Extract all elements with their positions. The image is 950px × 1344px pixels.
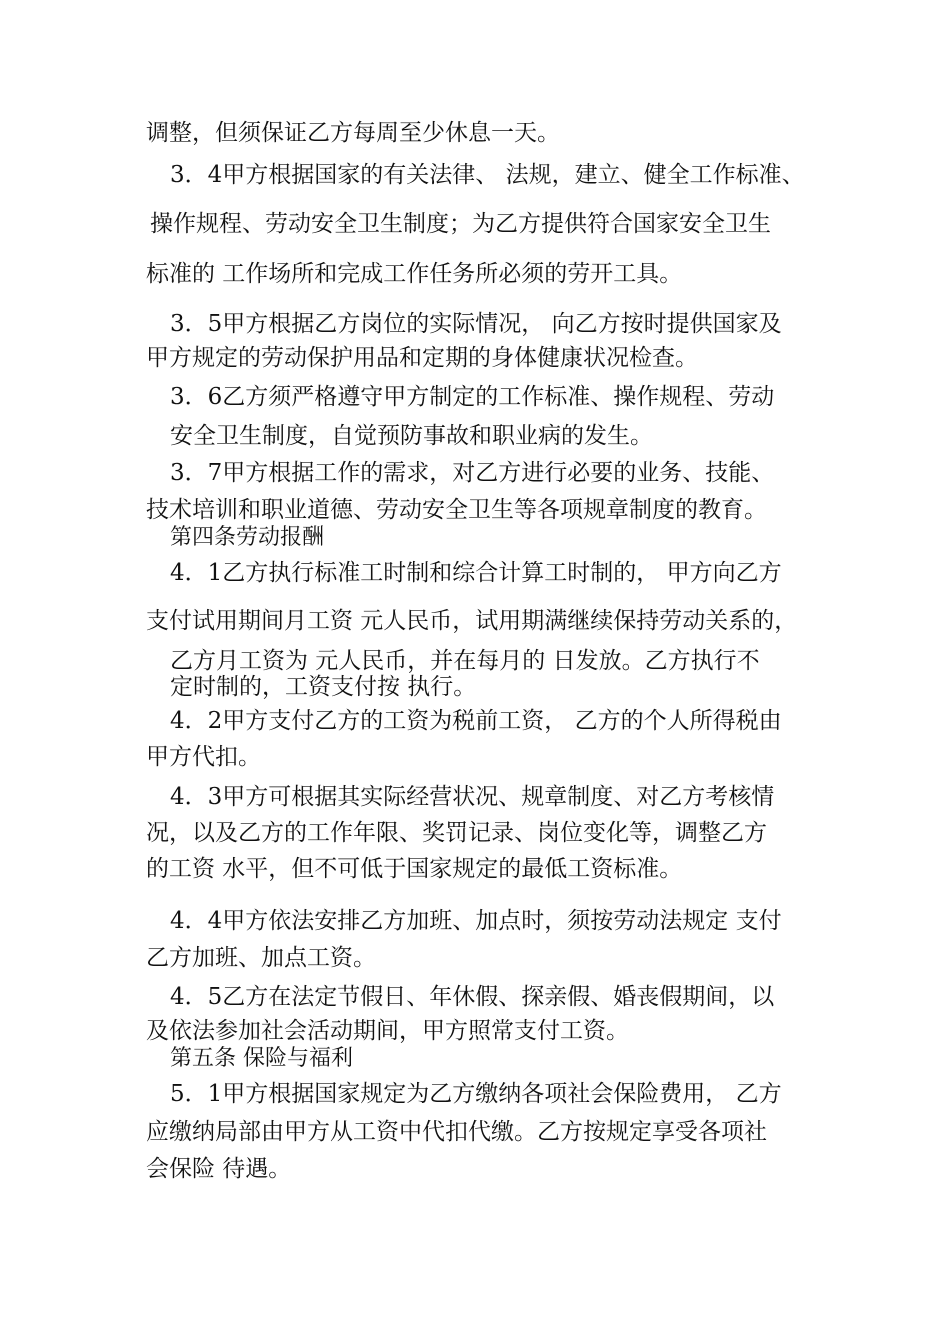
text-line: 3．4甲方根据国家的有关法律、 法规，建立、健全工作标准、 <box>170 162 805 188</box>
text-line: 3．7甲方根据工作的需求，对乙方进行必要的业务、技能、 <box>170 460 775 486</box>
text-line: 调整，但须保证乙方每周至少休息一天。 <box>146 120 560 146</box>
text-line: 4．4甲方依法安排乙方加班、加点时，须按劳动法规定 支付 <box>170 908 782 934</box>
section-heading: 第五条 保险与福利 <box>170 1046 353 1071</box>
text-line: 甲方代扣。 <box>146 744 261 770</box>
text-line: 乙方月工资为 元人民币，并在每月的 日发放。乙方执行不 <box>170 648 760 674</box>
text-line: 4．3甲方可根据其实际经营状况、规章制度、对乙方考核情 <box>170 784 775 810</box>
text-line: 标准的 工作场所和完成工作任务所必须的劳开工具。 <box>146 261 683 287</box>
text-line: 应缴纳局部由甲方从工资中代扣代缴。乙方按规定享受各项社 <box>146 1119 767 1145</box>
text-line: 甲方规定的劳动保护用品和定期的身体健康状况检查。 <box>146 345 698 371</box>
text-line: 会保险 待遇。 <box>146 1156 292 1182</box>
text-line: 4．1乙方执行标准工时制和综合计算工时制的， 甲方向乙方 <box>170 560 782 586</box>
text-line: 安全卫生制度，自觉预防事故和职业病的发生。 <box>170 423 653 449</box>
text-line: 及依法参加社会活动期间，甲方照常支付工资。 <box>146 1018 629 1044</box>
text-line: 支付试用期间月工资 元人民币，试用期满继续保持劳动关系的， <box>146 608 798 634</box>
text-line: 5．1甲方根据国家规定为乙方缴纳各项社会保险费用， 乙方 <box>170 1081 782 1107</box>
text-line: 3．5甲方根据乙方岗位的实际情况， 向乙方按时提供国家及 <box>170 311 782 337</box>
text-line: 的工资 水平，但不可低于国家规定的最低工资标准。 <box>146 856 683 882</box>
section-heading: 第四条劳动报酬 <box>170 525 325 550</box>
text-line: 乙方加班、加点工资。 <box>146 945 376 971</box>
text-line: 4．5乙方在法定节假日、年休假、探亲假、婚丧假期间，以 <box>170 984 775 1010</box>
text-line: 定时制的，工资支付按 执行。 <box>170 674 477 700</box>
text-line: 3．6乙方须严格遵守甲方制定的工作标准、操作规程、劳动 <box>170 384 775 410</box>
text-line: 技术培训和职业道德、劳动安全卫生等各项规章制度的教育。 <box>146 497 767 523</box>
text-line: 4．2甲方支付乙方的工资为税前工资， 乙方的个人所得税由 <box>170 708 782 734</box>
text-line: 操作规程、劳动安全卫生制度；为乙方提供符合国家安全卫生 <box>150 211 771 237</box>
text-line: 况，以及乙方的工作年限、奖罚记录、岗位变化等，调整乙方 <box>146 820 767 846</box>
